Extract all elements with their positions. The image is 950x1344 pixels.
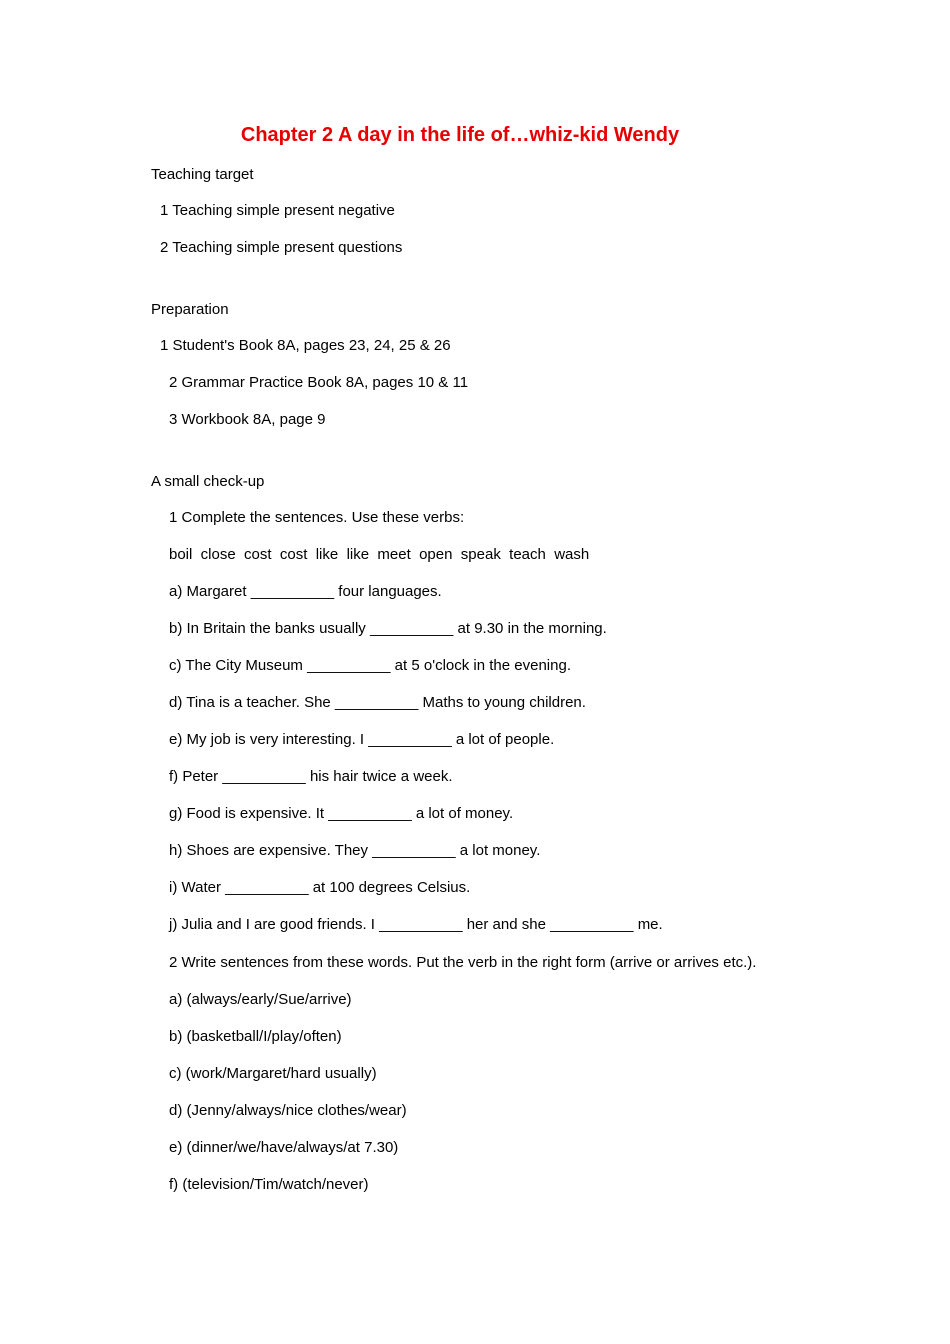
exercise2-item: d) (Jenny/always/nice clothes/wear) bbox=[169, 1102, 407, 1119]
exercise1-item: j) Julia and I are good friends. I __________ her and she __________ me. bbox=[169, 916, 663, 933]
teaching-target-heading: Teaching target bbox=[151, 166, 254, 183]
exercise2-item: e) (dinner/we/have/always/at 7.30) bbox=[169, 1139, 399, 1156]
exercise1-item: c) The City Museum __________ at 5 o'clock in the evening. bbox=[169, 657, 571, 674]
check-up-heading: A small check-up bbox=[151, 473, 265, 490]
exercise1-instruction: 1 Complete the sentences. Use these verbs: bbox=[169, 509, 465, 526]
preparation-item: 2 Grammar Practice Book 8A, pages 10 & 11 bbox=[169, 374, 469, 391]
teaching-target-item: 1 Teaching simple present negative bbox=[160, 202, 395, 219]
exercise2-item: f) (television/Tim/watch/never) bbox=[169, 1176, 369, 1193]
preparation-item: 3 Workbook 8A, page 9 bbox=[169, 411, 326, 428]
exercise1-item: h) Shoes are expensive. They __________ a lot money. bbox=[169, 842, 541, 859]
exercise2-item: b) (basketball/I/play/often) bbox=[169, 1028, 342, 1045]
exercise2-item: a) (always/early/Sue/arrive) bbox=[169, 991, 352, 1008]
chapter-title: Chapter 2 A day in the life of…whiz-kid Wendy bbox=[240, 124, 680, 146]
exercise2-item: c) (work/Margaret/hard usually) bbox=[169, 1065, 377, 1082]
exercise1-item: f) Peter __________ his hair twice a week. bbox=[169, 768, 453, 785]
teaching-target-item: 2 Teaching simple present questions bbox=[160, 239, 403, 256]
exercise1-item: a) Margaret __________ four languages. bbox=[169, 583, 442, 600]
exercise2-instruction: 2 Write sentences from these words. Put the verb in the right form (arrive or arrives etc.). bbox=[169, 954, 757, 971]
exercise1-item: b) In Britain the banks usually __________ at 9.30 in the morning. bbox=[169, 620, 607, 637]
exercise1-item: d) Tina is a teacher. She __________ Maths to young children. bbox=[169, 694, 586, 711]
exercise1-item: g) Food is expensive. It __________ a lot of money. bbox=[169, 805, 514, 822]
exercise1-item: i) Water __________ at 100 degrees Celsius. bbox=[169, 879, 471, 896]
preparation-heading: Preparation bbox=[151, 301, 229, 318]
exercise1-item: e) My job is very interesting. I __________ a lot of people. bbox=[169, 731, 555, 748]
preparation-item: 1 Student's Book 8A, pages 23, 24, 25 & 26 bbox=[160, 337, 451, 354]
exercise1-verb-list: boil close cost cost like like meet open speak teach wash bbox=[169, 546, 590, 563]
